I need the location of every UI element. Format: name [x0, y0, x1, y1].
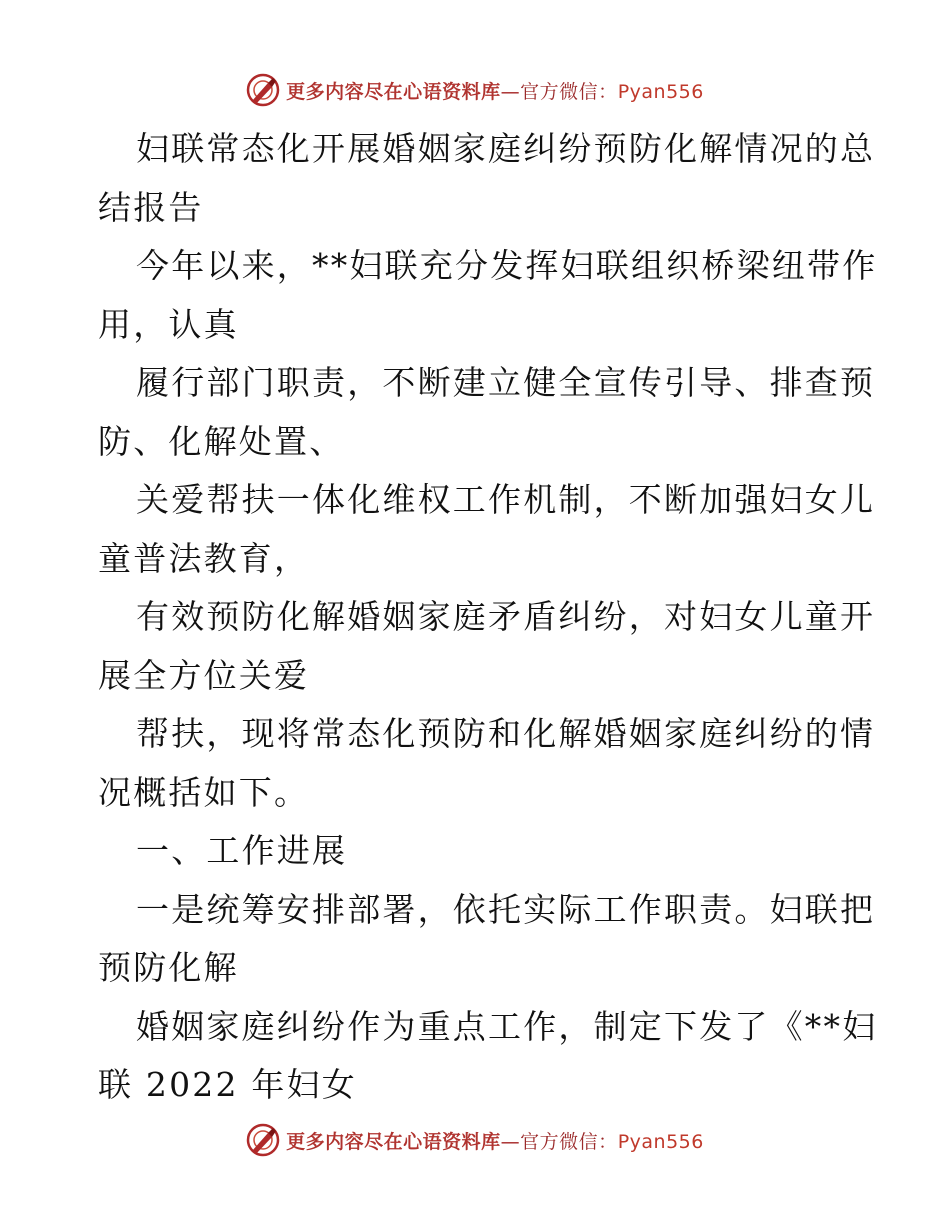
text-line: 预防化解: [98, 948, 239, 987]
watermark-banner-bottom: [0, 1120, 950, 1160]
text-line: 有效预防化解婚姻家庭矛盾纠纷，对妇女儿童开: [136, 597, 876, 636]
watermark-site: 更多内容尽在心语资料库: [286, 1130, 501, 1153]
text-line: 用，认真: [98, 304, 239, 344]
text-line: 婚姻家庭纠纷作为重点工作，制定下发了《**妇: [136, 1006, 878, 1046]
watermark-wechat: Pyan556: [617, 1130, 704, 1153]
document-body: [98, 120, 878, 1115]
watermark-dash: —: [500, 1130, 521, 1153]
text-line: 防、化解处置、: [98, 421, 345, 461]
text-line: 一、工作进展: [136, 831, 348, 870]
watermark-dash: —: [500, 80, 521, 103]
text-line: 况概括如下。: [98, 772, 310, 812]
text-line: 联 2022 年妇女: [98, 1065, 357, 1104]
watermark-label: 官方微信：: [520, 80, 618, 103]
watermark-label: 官方微信：: [520, 1130, 618, 1153]
text-line: 妇联常态化开展婚姻家庭纠纷预防化解情况的总: [136, 129, 876, 168]
text-line: 一是统筹安排部署，依托实际工作职责。妇联把: [136, 889, 876, 929]
text-line: 童普法教育，: [98, 538, 310, 578]
watermark-text: [286, 1127, 704, 1154]
text-line: 关爱帮扶一体化维权工作机制，不断加强妇女儿: [136, 480, 876, 519]
text-line: 展全方位关爱: [98, 655, 310, 695]
text-line: 今年以来，**妇联充分发挥妇联组织桥梁纽带作: [136, 246, 878, 285]
text-line: 帮扶，现将常态化预防和化解婚姻家庭纠纷的情: [136, 714, 876, 753]
watermark-text: [286, 77, 704, 104]
watermark-wechat: Pyan556: [617, 80, 704, 103]
text-line: 结报告: [98, 187, 204, 227]
pen-logo-icon: [246, 1123, 280, 1157]
watermark-banner-top: [0, 70, 950, 110]
pen-logo-icon: [246, 73, 280, 107]
watermark-site: 更多内容尽在心语资料库: [286, 80, 501, 103]
text-line: 履行部门职责，不断建立健全宣传引导、排查预: [136, 363, 876, 402]
